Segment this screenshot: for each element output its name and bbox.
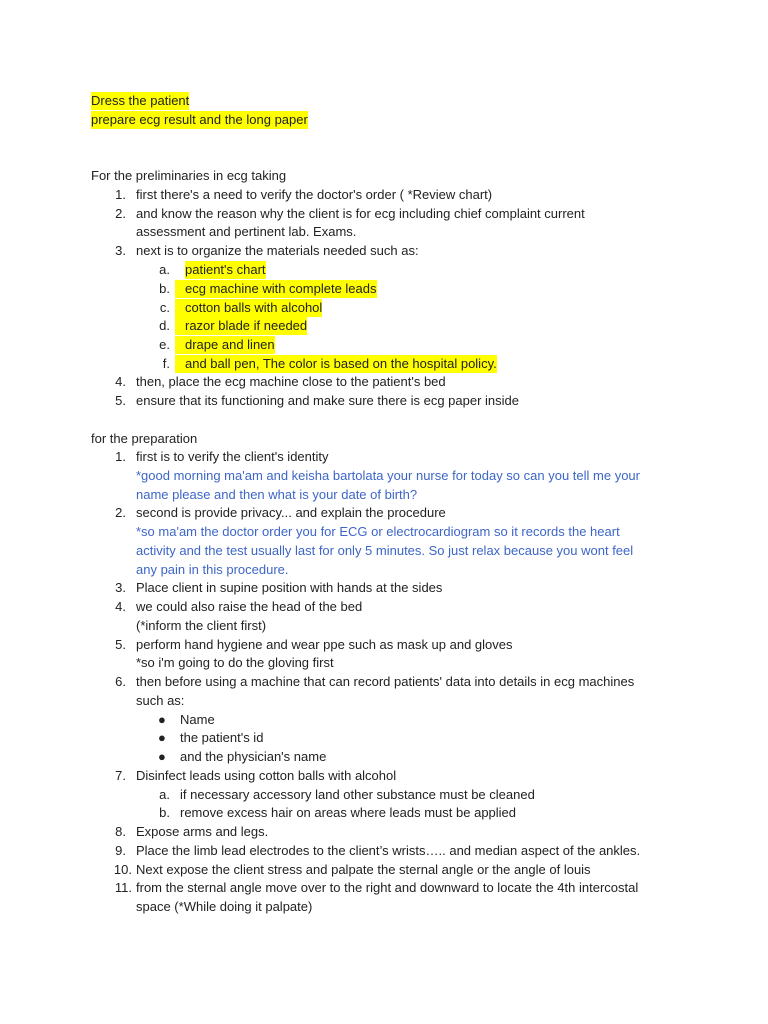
bullet-glyph: ● bbox=[158, 712, 166, 727]
prelim-num-1: 1. bbox=[115, 187, 126, 202]
prep-num-9: 9. bbox=[115, 843, 126, 858]
prep-num-6: 6. bbox=[115, 674, 126, 689]
prelim-item-4: then, place the ecg machine close to the patient's bed bbox=[136, 374, 446, 389]
prep-item-1-script-2: name please and then what is your date of birth? bbox=[136, 487, 418, 502]
prelim-item-3: next is to organize the materials needed such as: bbox=[136, 243, 419, 258]
prep-num-5: 5. bbox=[115, 637, 126, 652]
prep-item-5-cont: *so i'm going to do the gloving first bbox=[136, 655, 334, 670]
prep-num-2: 2. bbox=[115, 505, 126, 520]
prep-num-11: 11. bbox=[114, 880, 132, 895]
prep-item-2-script-2: activity and the test usually last for only 5 minutes. So just relax because you wont feel bbox=[136, 543, 634, 558]
prep-title: for the preparation bbox=[91, 431, 198, 446]
prep-item-1: first is to verify the client's identity bbox=[136, 449, 329, 464]
prep-item-4-cont: (*inform the client first) bbox=[136, 618, 267, 633]
prep-item-10: Next expose the client stress and palpate the sternal angle or the angle of louis bbox=[136, 862, 591, 877]
material-item-a: patient's chart bbox=[185, 262, 266, 277]
prelim-title: For the preliminaries in ecg taking bbox=[91, 168, 287, 183]
prep-num-4: 4. bbox=[115, 599, 126, 614]
prep-item-2-script-3: any pain in this procedure. bbox=[136, 562, 289, 577]
bullet-item-patient-id: the patient's id bbox=[180, 730, 264, 745]
prelim-item-5: ensure that its functioning and make sure there is ecg paper inside bbox=[136, 393, 520, 408]
prep-item-9: Place the limb lead electrodes to the client’s wrists….. and median aspect of the ankles. bbox=[136, 843, 641, 858]
bullet-glyph: ● bbox=[158, 730, 166, 745]
disinfect-item-a: if necessary accessory land other substance must be cleaned bbox=[180, 787, 535, 802]
prep-item-6: then before using a machine that can record patients' data into details in ecg machines bbox=[136, 674, 635, 689]
prep-item-3: Place client in supine position with hands at the sides bbox=[136, 580, 443, 595]
header-line-1: Dress the patient bbox=[91, 93, 190, 108]
prep-num-3: 3. bbox=[115, 580, 126, 595]
material-letter-a: a. bbox=[159, 262, 170, 277]
prep-item-2: second is provide privacy... and explain the procedure bbox=[136, 505, 446, 520]
prelim-item-1: first there's a need to verify the doctor's order ( *Review chart) bbox=[136, 187, 493, 202]
material-letter-f: f. bbox=[162, 356, 170, 371]
disinfect-letter-a: a. bbox=[159, 787, 170, 802]
prep-num-7: 7. bbox=[115, 768, 126, 783]
prelim-num-4: 4. bbox=[115, 374, 126, 389]
header-line-2: prepare ecg result and the long paper bbox=[91, 112, 308, 127]
prep-item-5: perform hand hygiene and wear ppe such as mask up and gloves bbox=[136, 637, 513, 652]
disinfect-item-b: remove excess hair on areas where leads must be applied bbox=[180, 805, 517, 820]
material-item-d: razor blade if needed bbox=[175, 317, 307, 335]
prelim-item-2: and know the reason why the client is for ecg including chief complaint current bbox=[136, 206, 585, 221]
prelim-num-5: 5. bbox=[115, 393, 126, 408]
prep-num-1: 1. bbox=[115, 449, 126, 464]
prep-item-6-cont: such as: bbox=[136, 693, 185, 708]
material-letter-d: d. bbox=[159, 318, 170, 333]
material-letter-c: c. bbox=[159, 300, 170, 315]
prep-item-11: from the sternal angle move over to the right and downward to locate the 4th intercostal bbox=[136, 880, 639, 895]
material-letter-b: b. bbox=[159, 281, 170, 296]
material-item-c: cotton balls with alcohol bbox=[175, 299, 322, 317]
material-item-f: and ball pen, The color is based on the hospital policy. bbox=[175, 355, 497, 373]
prelim-num-2: 2. bbox=[115, 206, 126, 221]
material-item-e: drape and linen bbox=[175, 336, 275, 354]
prelim-num-3: 3. bbox=[115, 243, 126, 258]
prep-item-1-script-1: *good morning ma'am and keisha bartolata your nurse for today so can you tell me your bbox=[136, 468, 640, 483]
prep-item-11-cont: space (*While doing it palpate) bbox=[136, 899, 313, 914]
disinfect-letter-b: b. bbox=[159, 805, 170, 820]
prep-item-2-script-1: *so ma'am the doctor order you for ECG or electrocardiogram so it records the heart bbox=[136, 524, 620, 539]
prep-num-10: 10. bbox=[113, 862, 132, 877]
prep-item-7: Disinfect leads using cotton balls with alcohol bbox=[136, 768, 397, 783]
material-item-b: ecg machine with complete leads bbox=[175, 280, 377, 298]
bullet-item-physician: and the physician's name bbox=[180, 749, 327, 764]
material-letter-e: e. bbox=[159, 337, 170, 352]
prelim-item-2-cont: assessment and pertinent lab. Exams. bbox=[136, 224, 357, 239]
prep-item-8: Expose arms and legs. bbox=[136, 824, 269, 839]
bullet-glyph: ● bbox=[158, 749, 166, 764]
bullet-item-name: Name bbox=[180, 712, 215, 727]
prep-num-8: 8. bbox=[115, 824, 126, 839]
prep-item-4: we could also raise the head of the bed bbox=[136, 599, 363, 614]
